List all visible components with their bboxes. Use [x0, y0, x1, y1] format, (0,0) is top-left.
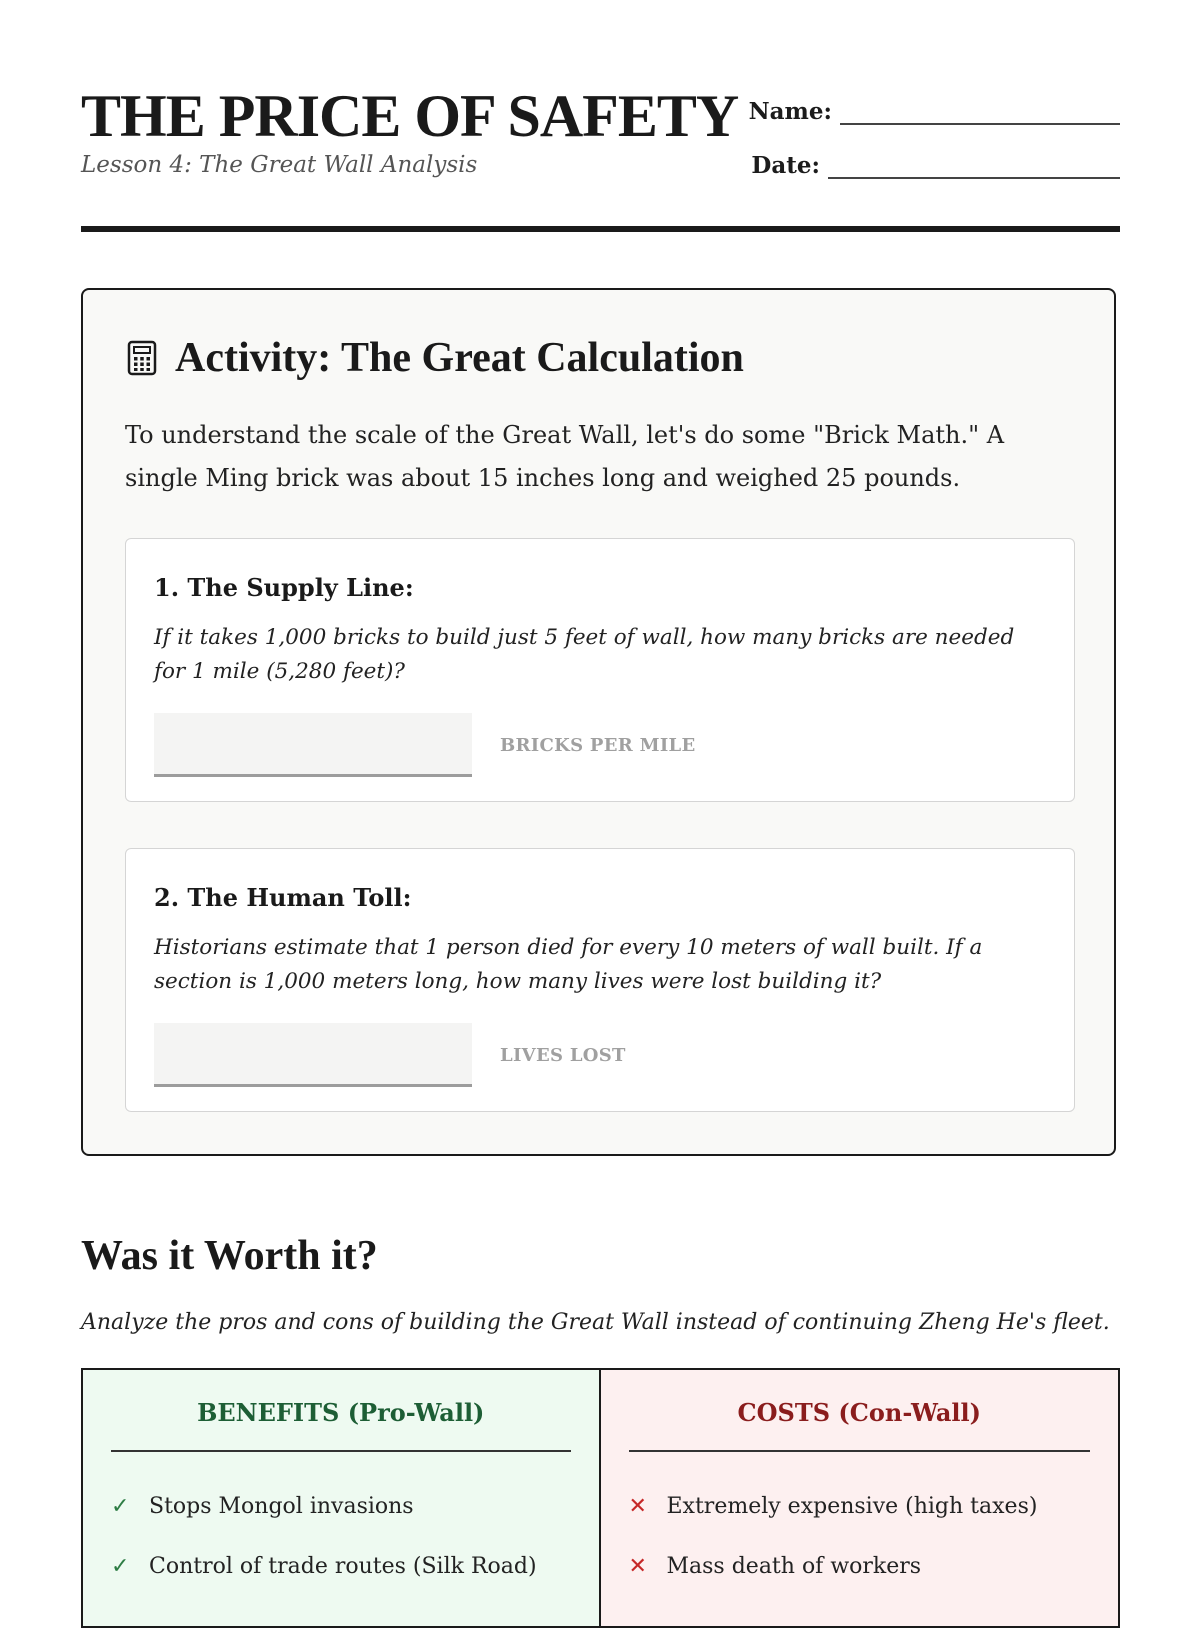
lesson-subtitle: Lesson 4: The Great Wall Analysis	[81, 152, 478, 178]
question-title: 2. The Human Toll:	[154, 883, 412, 912]
header-divider	[81, 226, 1120, 232]
question-title: 1. The Supply Line:	[154, 573, 414, 602]
worksheet-header	[81, 80, 1120, 232]
date-blank-line[interactable]	[828, 153, 1120, 179]
checkmark-icon: ✓	[111, 1553, 130, 1579]
pros-cons-table	[81, 1368, 1120, 1628]
date-label: Date:	[751, 152, 820, 179]
question-card-human-toll	[125, 848, 1075, 1112]
list-item	[111, 1476, 537, 1536]
page-title: THE PRICE OF SAFETY	[81, 83, 739, 149]
section-intro: Analyze the pros and cons of building the Great Wall instead of continuing Zheng He's fleet.	[81, 1310, 1110, 1335]
name-blank-line[interactable]	[840, 99, 1120, 125]
costs-list	[629, 1476, 1038, 1596]
question-card-supply-line	[125, 538, 1075, 802]
section-title-worth-it: Was it Worth it?	[81, 1233, 378, 1279]
list-item	[629, 1536, 1038, 1596]
benefits-list	[111, 1476, 537, 1596]
cost-text: Mass death of workers	[666, 1553, 922, 1579]
calculator-icon	[127, 340, 157, 376]
x-mark-icon: ✕	[628, 1493, 647, 1519]
bricks-answer-input[interactable]	[154, 713, 472, 777]
question-text: Historians estimate that 1 person died for every 10 meters of wall built. If a section is 1,000 meters long, how many lives were lost building it?	[154, 935, 983, 994]
benefits-column	[83, 1370, 601, 1626]
activity-intro: To understand the scale of the Great Wall, let's do some "Brick Math." A single Ming brick was about 15 inches long and weighed 25 pounds.	[125, 421, 1005, 492]
activity-box	[81, 288, 1116, 1156]
costs-heading: COSTS (Con-Wall)	[629, 1398, 1091, 1452]
benefit-text: Control of trade routes (Silk Road)	[149, 1553, 537, 1579]
answer-unit-label: LIVES LOST	[500, 1045, 626, 1066]
list-item	[629, 1476, 1038, 1536]
benefit-text: Stops Mongol invasions	[149, 1493, 414, 1519]
activity-heading	[127, 334, 744, 382]
costs-column	[601, 1370, 1119, 1626]
benefits-heading: BENEFITS (Pro-Wall)	[111, 1398, 571, 1452]
x-mark-icon: ✕	[628, 1553, 647, 1579]
lives-answer-input[interactable]	[154, 1023, 472, 1087]
name-label: Name:	[748, 98, 832, 125]
answer-unit-label: BRICKS PER MILE	[500, 735, 696, 756]
name-field[interactable]	[749, 98, 1120, 125]
question-text: If it takes 1,000 bricks to build just 5 feet of wall, how many bricks are needed for 1 mile (5,280 feet)?	[154, 625, 1015, 684]
cost-text: Extremely expensive (high taxes)	[666, 1493, 1038, 1519]
date-field[interactable]	[751, 152, 1120, 179]
list-item	[111, 1536, 537, 1596]
checkmark-icon: ✓	[111, 1493, 130, 1519]
activity-title: Activity: The Great Calculation	[175, 335, 744, 381]
